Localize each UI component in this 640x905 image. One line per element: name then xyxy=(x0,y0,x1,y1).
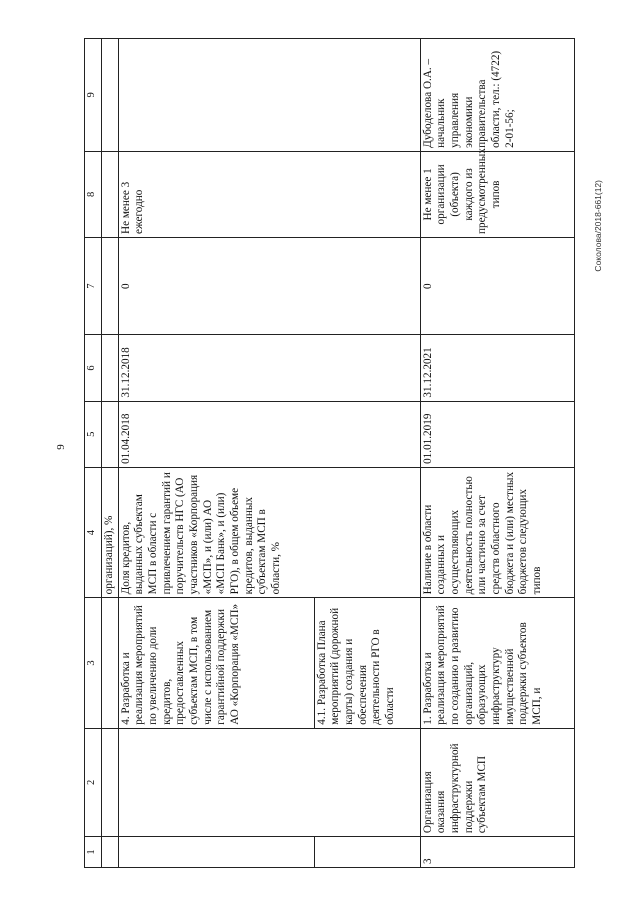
table-cell: 4. Разработка и реализация мероприятий по увеличению доли кредитов, предоставленных субъектам МСП, в том числе с использованием гарантийной поддержки АО «Корпорация «МСП» xyxy=(118,598,314,728)
col-header: 3 xyxy=(85,598,102,728)
table-cell: 31.12.2018 xyxy=(118,335,420,401)
table-cell xyxy=(102,401,119,467)
table-cell xyxy=(102,39,119,152)
table-cell: 1. Разработка и реализация мероприятий по созданию и развитию организаций, образующих инфраструктуру имущественной поддержки субъектов МСП, и xyxy=(420,598,574,728)
document-sheet xyxy=(84,38,640,864)
table-cell: Доля кредитов, выданных субъектам МСП в области с привлечением гарантий и поручительств НГС (АО участников «Корпорация «МСП», и (или) АО «МСП Банк», и (или) РГО), в общем объеме кредитов, выданных субъектам МСП в области, % xyxy=(118,467,420,597)
table-cell xyxy=(102,335,119,401)
table-cell: 01.01.2019 xyxy=(420,401,574,467)
col-header: 9 xyxy=(85,39,102,152)
table-cell: Наличие в области созданных и осуществляющих деятельность полностью или частично за счет средств областного бюджета и (или) местных бюджетов следующих типов xyxy=(420,467,574,597)
table-cell xyxy=(118,728,420,836)
table-cell: Не менее 1 организации (объекта) каждого из предусмотренных типов xyxy=(420,151,574,237)
table-cell: 0 xyxy=(118,238,420,335)
col-header: 4 xyxy=(85,467,102,597)
col-header: 8 xyxy=(85,151,102,237)
table-cell xyxy=(102,728,119,836)
table-cell: 0 xyxy=(420,238,574,335)
table-cell: 3 xyxy=(420,837,574,868)
header-row xyxy=(85,39,102,868)
table-cell: Дубоделова О.А. – начальник управления экономики правительства области, тел.: (4722) 2-01-56; xyxy=(420,39,574,152)
page-number: 9 xyxy=(54,444,67,450)
col-header: 2 xyxy=(85,728,102,836)
table-cell: организаций), % xyxy=(102,467,119,597)
table-cell xyxy=(102,151,119,237)
table-cell: Не менее 3 ежегодно xyxy=(118,151,420,237)
col-header: 6 xyxy=(85,335,102,401)
table-row xyxy=(102,39,119,868)
table-cell xyxy=(102,598,119,728)
table-row xyxy=(118,39,314,868)
table-cell: 01.04.2018 xyxy=(118,401,420,467)
table-cell xyxy=(314,837,420,868)
table-cell xyxy=(118,837,314,868)
table-cell: 31.12.2021 xyxy=(420,335,574,401)
table-cell xyxy=(102,837,119,868)
plan-table xyxy=(84,38,575,868)
col-header: 1 xyxy=(85,837,102,868)
table-cell: Организация оказания инфраструктурной поддержки субъектам МСП xyxy=(420,728,574,836)
table-cell xyxy=(102,238,119,335)
table-row xyxy=(420,39,574,868)
rotated-table-wrapper xyxy=(84,38,574,868)
col-header: 7 xyxy=(85,238,102,335)
table-cell: 4.1. Разработка Плана мероприятий (дорожной карты) создания и обеспечения деятельности РГО в области xyxy=(314,598,420,728)
table-cell xyxy=(118,39,420,152)
document-id: Соколова/2018-661(12) xyxy=(593,180,603,272)
col-header: 5 xyxy=(85,401,102,467)
